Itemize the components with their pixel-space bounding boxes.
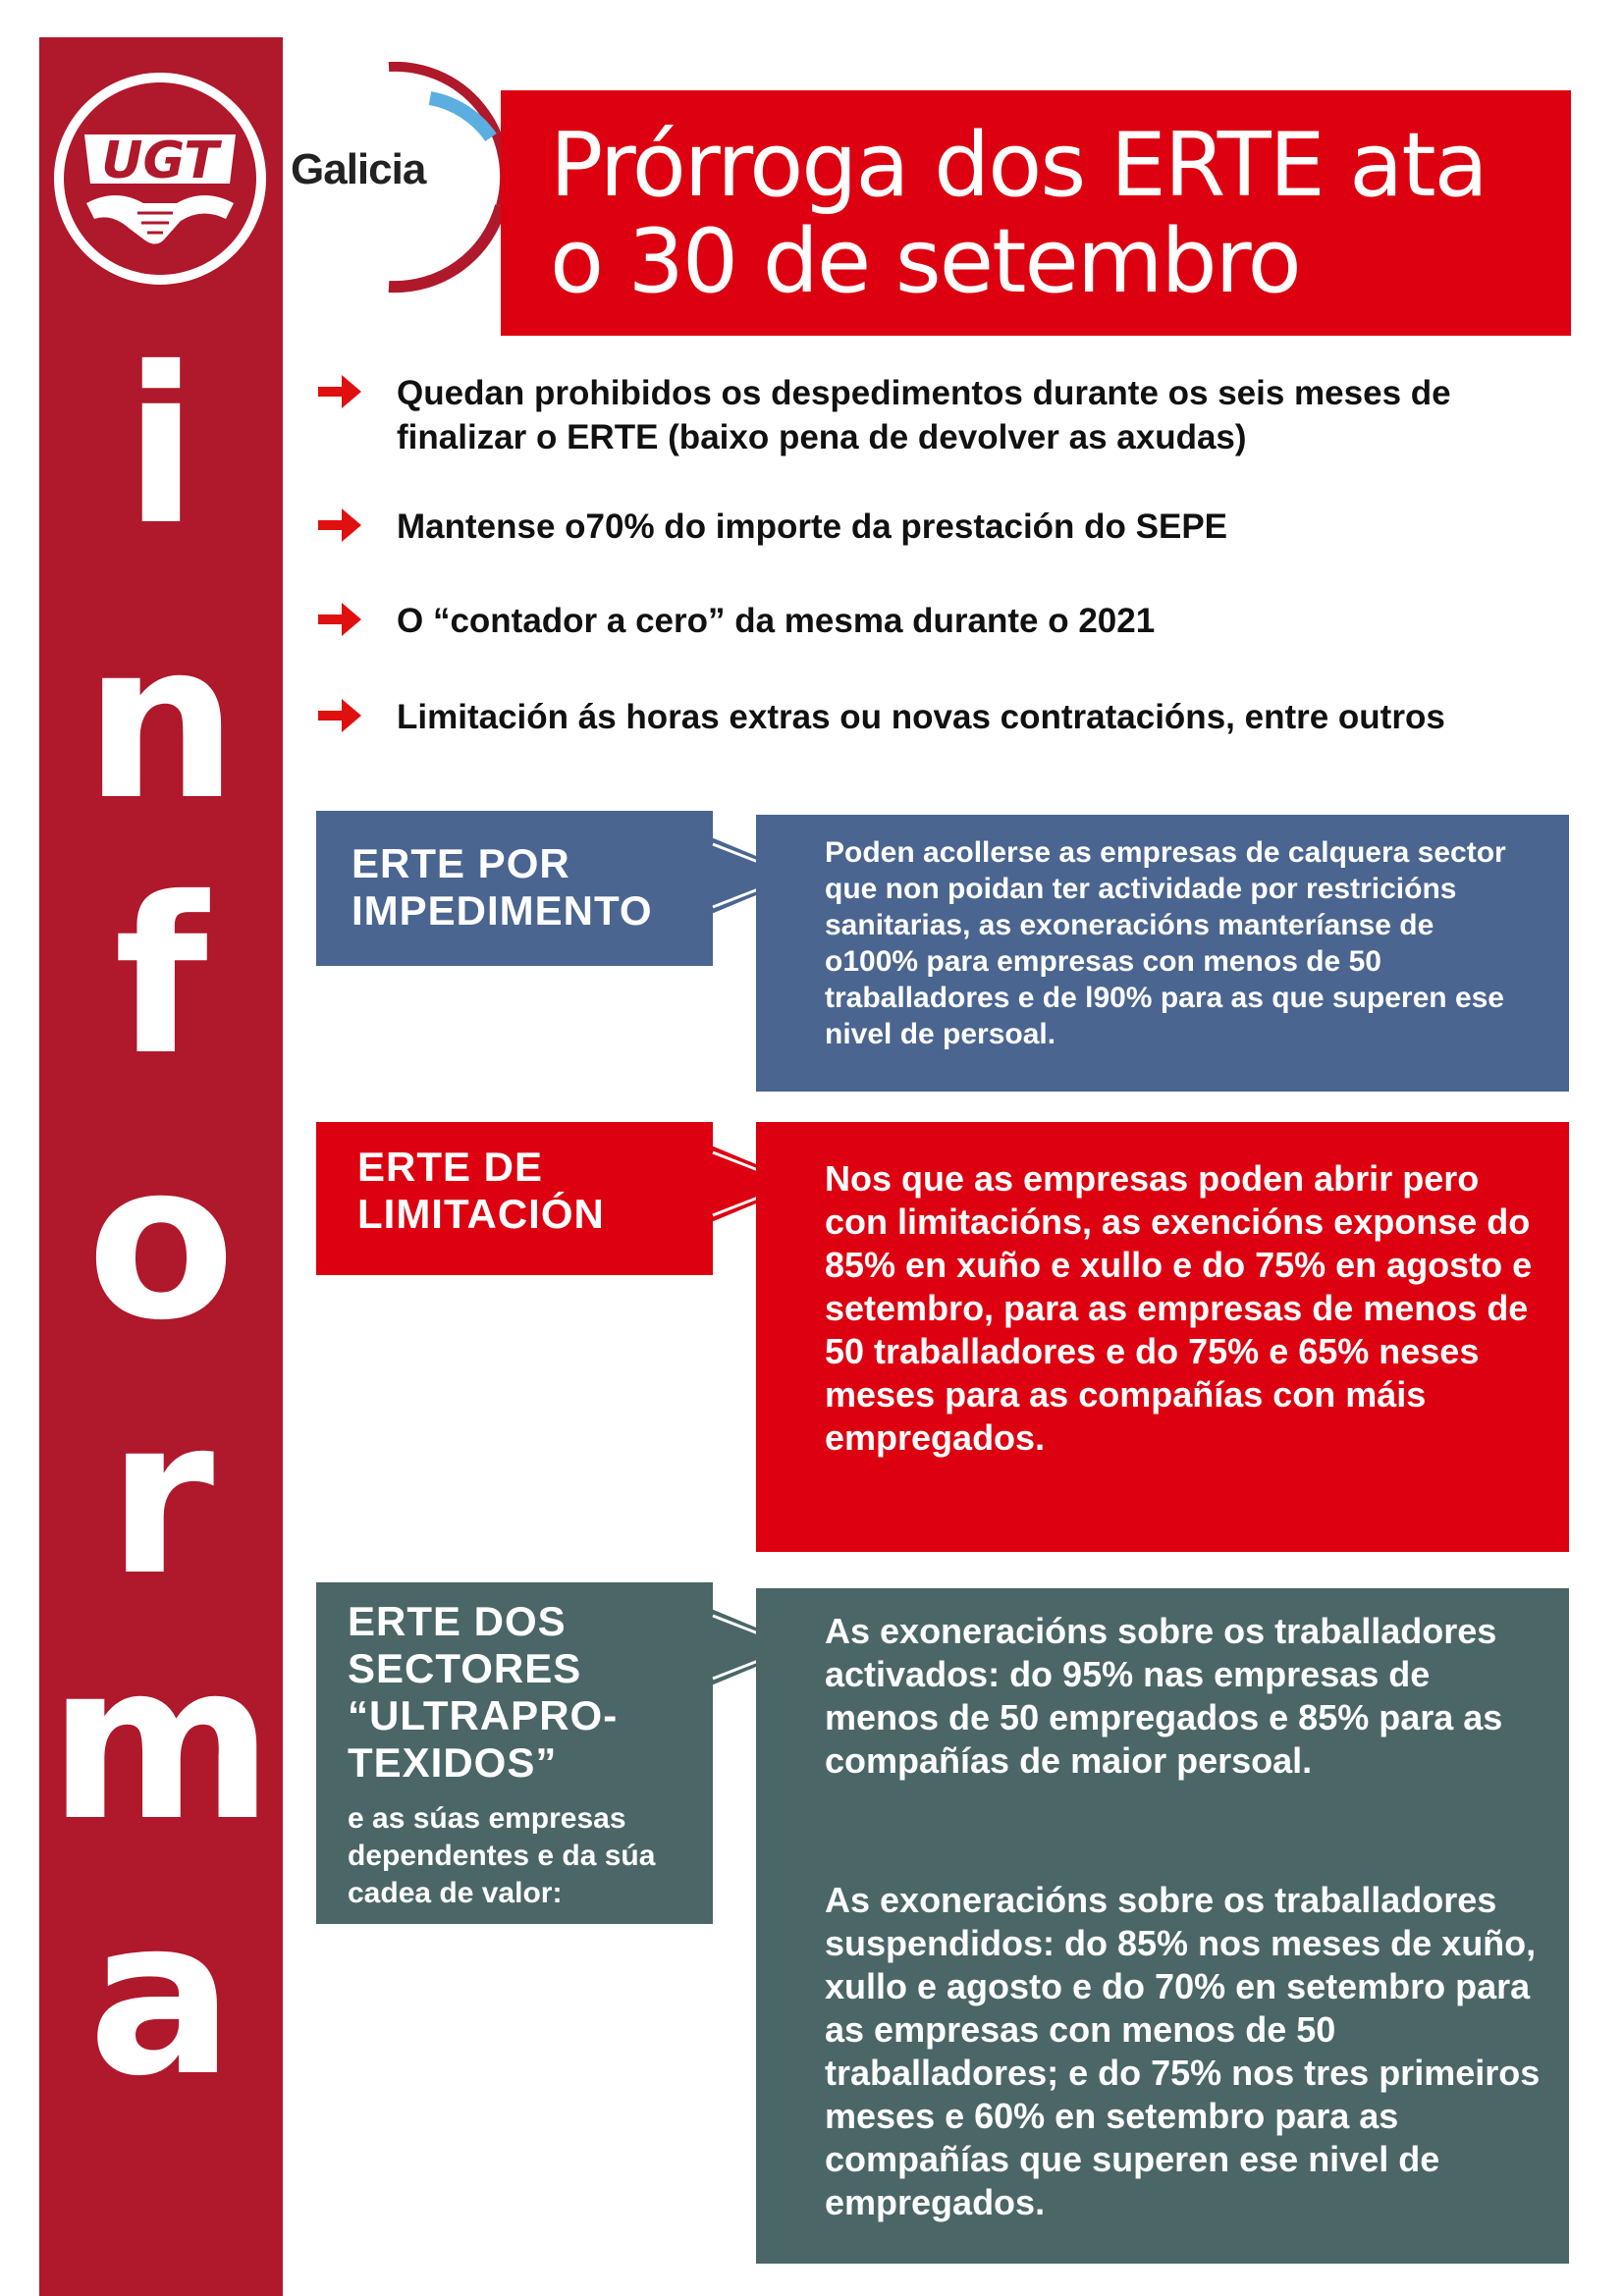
- section-label-line: TEXIDOS”: [348, 1739, 558, 1786]
- bullet-text: Limitación ás horas extras ou novas contratacións, entre outros: [397, 698, 1445, 736]
- region-label: Galicia: [291, 145, 426, 193]
- section-sublabel: e as súas empresas dependentes e da súa cadea de valor:: [348, 1802, 656, 1909]
- bullet-text: O “contador a cero” da mesma durante o 2021: [397, 602, 1156, 640]
- letter-f: f: [114, 851, 208, 1102]
- section-label-limitacion: [316, 1122, 713, 1275]
- title-line-2: o 30 de setembro: [550, 210, 1300, 313]
- section-label-line: IMPEDIMENTO: [352, 887, 653, 934]
- title-line-1: Prórroga dos ERTE ata: [550, 114, 1487, 217]
- section-label-line: ERTE DE: [357, 1144, 544, 1190]
- letter-m: m: [48, 1617, 274, 1868]
- section-label-line: “ULTRAPRO-: [348, 1692, 619, 1738]
- page-title: [550, 114, 1487, 313]
- title-banner: [501, 90, 1571, 336]
- letter-i: i: [124, 321, 198, 572]
- arrow-right-icon: [316, 371, 363, 412]
- section-label-ultraprotexidos: [316, 1582, 713, 1924]
- section-paragraph: As exoneracións sobre os traballadores activados: do 95% nas empresas de menos de 50 empregados e 85% para as compañías de maior persoal.: [825, 1611, 1503, 1781]
- section-label-impedimento: [316, 811, 713, 966]
- section-label-line: ERTE DOS: [348, 1598, 567, 1644]
- arrow-right-icon: [316, 695, 363, 736]
- section-paragraph: Nos que as empresas poden abrir pero con limitacións, as exencións exponse do 85% en xuño e xullo e do 75% en agosto e setembro, para as empresas de menos de 50 traballadores e do 75% e 65% neses meses para as compañías con máis empregados.: [825, 1158, 1533, 1458]
- letter-a: a: [87, 1872, 235, 2123]
- section-label-line: SECTORES: [348, 1645, 582, 1691]
- letter-n: n: [83, 596, 239, 847]
- letter-o: o: [86, 1116, 236, 1367]
- arrow-right-icon: [316, 505, 363, 546]
- region-arc-graphic: [353, 59, 511, 294]
- ugt-logo: [47, 66, 273, 292]
- bullet-text: Mantense o70% do importe da prestación do SEPE: [397, 507, 1228, 546]
- arrow-right-icon: [316, 599, 363, 640]
- letter-r: r: [107, 1371, 215, 1623]
- section-label-line: ERTE POR: [352, 840, 570, 886]
- section-paragraph: Poden acollerse as empresas de calquera sector que non poidan ter actividade por restricións sanitarias, as exoneracións manteríanse de o100% para empresas con menos de 50 traballadores e de l90% para as que superen ese nivel de persoal.: [825, 836, 1506, 1050]
- section-content-ultraprotexidos: [756, 1588, 1569, 2264]
- logo-text: UGT: [101, 132, 219, 190]
- section-label-line: LIMITACIÓN: [357, 1191, 605, 1237]
- section-content-limitacion: [756, 1122, 1569, 1552]
- bullet-text: Quedan prohibidos os despedimentos durante os seis meses de finalizar o ERTE (baixo pena de devolver as axudas): [397, 374, 1451, 456]
- section-content-impedimento: [756, 815, 1569, 1092]
- section-paragraph: As exoneracións sobre os traballadores suspendidos: do 85% nos meses de xuño, xullo e agosto e do 70% en setembro para as empresas con menos de 50 traballadores; e do 75% nos tres primeiros meses e 60% en setembro para as compañías que superen ese nivel de empregados.: [825, 1880, 1541, 2222]
